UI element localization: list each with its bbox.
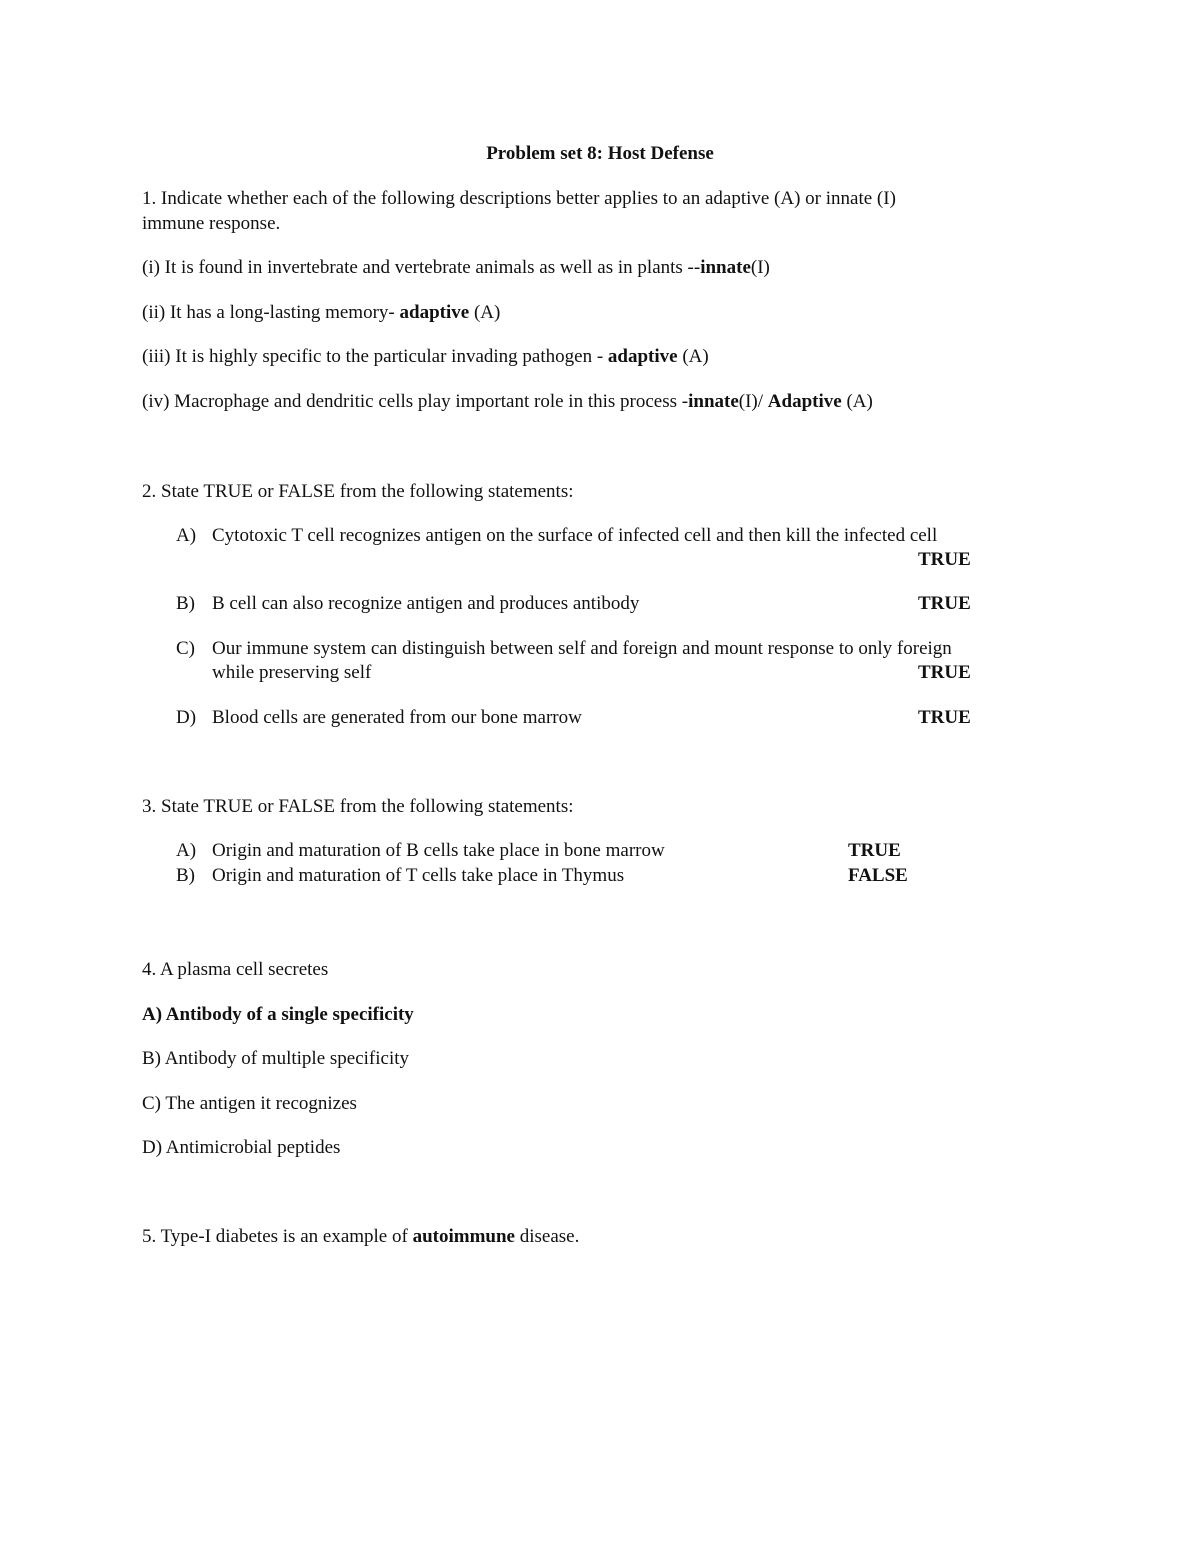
q2-item-c-text: Our immune system can distinguish between self and foreign and mount response to only foreign	[212, 638, 952, 659]
q4-option-a: A) Antibody of a single specificity	[142, 1004, 414, 1025]
q2-item-d-text: Blood cells are generated from our bone marrow	[212, 707, 582, 728]
q1-prompt-line2: immune response.	[142, 213, 281, 234]
q1-item-text: (iii) It is highly specific to the particular invading pathogen -	[142, 346, 608, 367]
q3-item-a-answer: TRUE	[848, 840, 901, 861]
q4-prompt: 4. A plasma cell secretes	[142, 959, 329, 980]
q2-item-a-text: Cytotoxic T cell recognizes antigen on the surface of infected cell and then kill the infected cell	[212, 525, 938, 546]
q5-statement	[142, 1225, 579, 1249]
page-title: Problem set 8: Host Defense	[486, 143, 714, 164]
q1-item-i	[142, 256, 770, 280]
q2-prompt: 2. State TRUE or FALSE from the following statements:	[142, 481, 574, 502]
q1-item-tail: (I)/	[738, 391, 768, 412]
q4-option-b: B) Antibody of multiple specificity	[142, 1048, 410, 1069]
q2-item-d-answer: TRUE	[918, 707, 971, 728]
q3-item-a-tag: A)	[176, 840, 197, 861]
q1-item-tail: (A)	[469, 302, 501, 323]
q2-item-c-answer: TRUE	[918, 662, 971, 683]
q1-item-ii	[142, 301, 500, 325]
q1-prompt-line1: 1. Indicate whether each of the following descriptions better applies to an adaptive (A) or innate (I)	[142, 188, 896, 209]
q3-item-b-tag: B)	[176, 865, 195, 886]
q2-item-b-answer: TRUE	[918, 593, 971, 614]
q3-prompt: 3. State TRUE or FALSE from the following statements:	[142, 796, 574, 817]
q1-item-answer: adaptive	[607, 346, 678, 367]
q2-item-d-tag: D)	[176, 707, 197, 728]
q1-item-answer: innate	[700, 257, 751, 278]
q3-item-b-text: Origin and maturation of T cells take place in Thymus	[212, 865, 625, 886]
q3-item-a-text: Origin and maturation of B cells take place in bone marrow	[212, 840, 665, 861]
q1-item-text: (i) It is found in invertebrate and vertebrate animals as well as in plants --	[142, 257, 701, 278]
q2-item-a-answer: TRUE	[918, 549, 971, 570]
q1-item-iii	[142, 345, 709, 369]
q2-item-a-tag: A)	[176, 525, 197, 546]
q2-item-c-tag: C)	[176, 638, 195, 659]
q1-item-answer-2: Adaptive	[767, 391, 842, 412]
q1-item-iv	[142, 390, 873, 414]
q1-item-text: (iv) Macrophage and dendritic cells play important role in this process -	[142, 391, 689, 412]
q1-item-text: (ii) It has a long-lasting memory-	[142, 302, 400, 323]
q1-item-tail: (I)	[750, 257, 770, 278]
q4-option-d: D) Antimicrobial peptides	[142, 1137, 341, 1158]
q2-item-b-text: B cell can also recognize antigen and produces antibody	[212, 593, 640, 614]
q5-answer: autoimmune	[412, 1226, 515, 1247]
q5-suffix: disease.	[514, 1226, 580, 1247]
q1-item-tail: (A)	[677, 346, 709, 367]
q1-item-tail-2: (A)	[841, 391, 873, 412]
q2-item-b-tag: B)	[176, 593, 195, 614]
q1-item-answer: innate	[688, 391, 739, 412]
q4-option-c: C) The antigen it recognizes	[142, 1093, 357, 1114]
q5-prefix: 5. Type-I diabetes is an example of	[142, 1226, 413, 1247]
q1-item-answer: adaptive	[399, 302, 470, 323]
q2-item-c-text-line2: while preserving self	[212, 662, 372, 683]
q3-item-b-answer: FALSE	[848, 865, 908, 886]
